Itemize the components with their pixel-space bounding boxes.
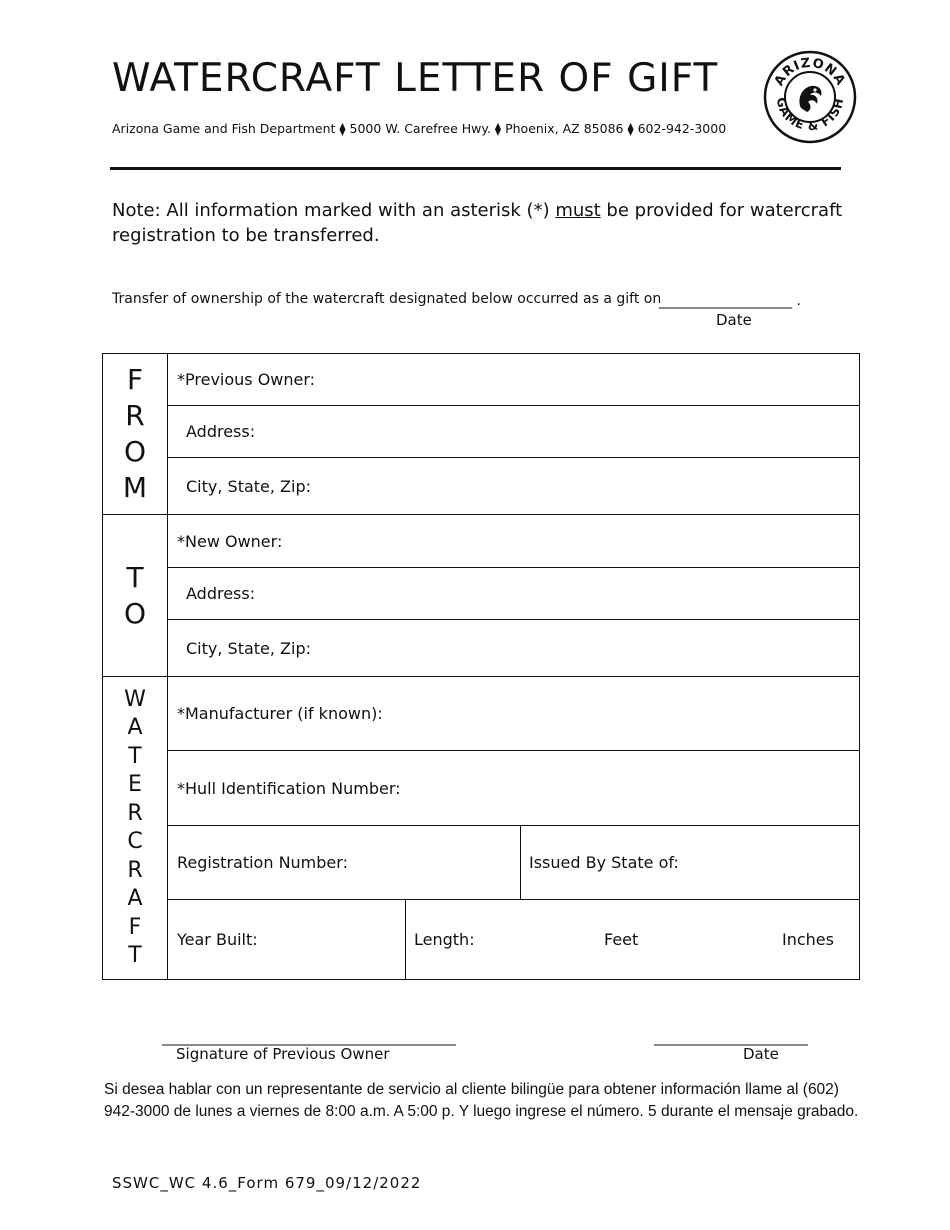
from-address-field[interactable]: [168, 406, 859, 458]
to-address-field[interactable]: [168, 568, 859, 620]
fish-icon: [799, 86, 821, 112]
previous-owner-field[interactable]: [168, 354, 859, 406]
to-side-label: T O: [103, 515, 168, 677]
form-id: SSWC_WC 4.6_Form 679_09/12/2022: [112, 1174, 422, 1192]
arizona-game-fish-logo: [763, 50, 857, 144]
length-label: Length:: [414, 930, 475, 949]
year-built-label: Year Built:: [177, 930, 258, 949]
from-address-label: Address:: [186, 422, 256, 441]
hull-id-number-label: *Hull Identification Number:: [177, 778, 401, 798]
to-city-state-zip-label: City, State, Zip:: [186, 638, 312, 658]
inches-label: Inches: [782, 930, 834, 949]
spanish-notice: Si desea hablar con un representante de servicio al cliente bilingüe para obtener información llame al (602) 942-3000 de lunes a viernes de 8:00 a.m. A 5:00 p. Y luego ingrese el número. 5 durante el mensaje grabado.: [104, 1081, 859, 1120]
registration-row: [168, 826, 859, 900]
year-length-row: [168, 900, 859, 979]
gift-date-label: Date: [716, 311, 752, 329]
from-city-state-zip-label: City, State, Zip:: [186, 476, 312, 496]
signature-label: Signature of Previous Owner: [176, 1045, 390, 1063]
logo-bottom-text: GAME & FISH: [773, 96, 847, 134]
department-address: Arizona Game and Fish Department ⧫ 5000 W. Carefree Hwy. ⧫ Phoenix, AZ 85086 ⧫ 602-942-3000: [112, 121, 727, 136]
to-address-label: Address:: [186, 584, 256, 603]
new-owner-field[interactable]: [168, 515, 859, 568]
form-title: WATERCRAFT LETTER OF GIFT: [112, 56, 719, 101]
signature-date-field[interactable]: ______________________: [654, 1030, 808, 1046]
feet-label: Feet: [604, 930, 639, 949]
hull-id-number-field[interactable]: [168, 751, 859, 826]
year-built-field[interactable]: [168, 900, 406, 979]
from-city-state-zip-field[interactable]: [168, 458, 859, 515]
asterisk-note: Note: All information marked with an asterisk (*) must be provided for watercraft registration to be transferred.: [112, 200, 843, 246]
watercraft-gift-form: [102, 353, 860, 980]
registration-number-field[interactable]: [168, 826, 521, 899]
signature-field[interactable]: __________________________________________: [162, 1030, 456, 1046]
logo-top-text: ARIZONA: [771, 55, 849, 89]
new-owner-label: *New Owner:: [177, 531, 283, 551]
from-side-label: F R O M: [103, 354, 168, 515]
header-divider: [110, 167, 841, 170]
signature-date-label: Date: [743, 1045, 779, 1063]
previous-owner-label: *Previous Owner:: [177, 370, 316, 389]
svg-text:GAME & FISH: [774, 96, 847, 133]
transfer-statement: Transfer of ownership of the watercraft designated below occurred as a gift on: [112, 291, 662, 307]
gift-date-field[interactable]: ___________________ .: [659, 293, 801, 309]
issued-by-state-field[interactable]: [521, 826, 859, 899]
registration-number-label: Registration Number:: [177, 853, 348, 872]
length-field[interactable]: [406, 900, 859, 979]
manufacturer-field[interactable]: [168, 677, 859, 751]
manufacturer-label: *Manufacturer (if known):: [177, 704, 383, 723]
issued-by-state-label: Issued By State of:: [529, 853, 679, 872]
watercraft-side-label: W A T E R C R A F T: [103, 677, 168, 979]
to-city-state-zip-field[interactable]: [168, 620, 859, 677]
